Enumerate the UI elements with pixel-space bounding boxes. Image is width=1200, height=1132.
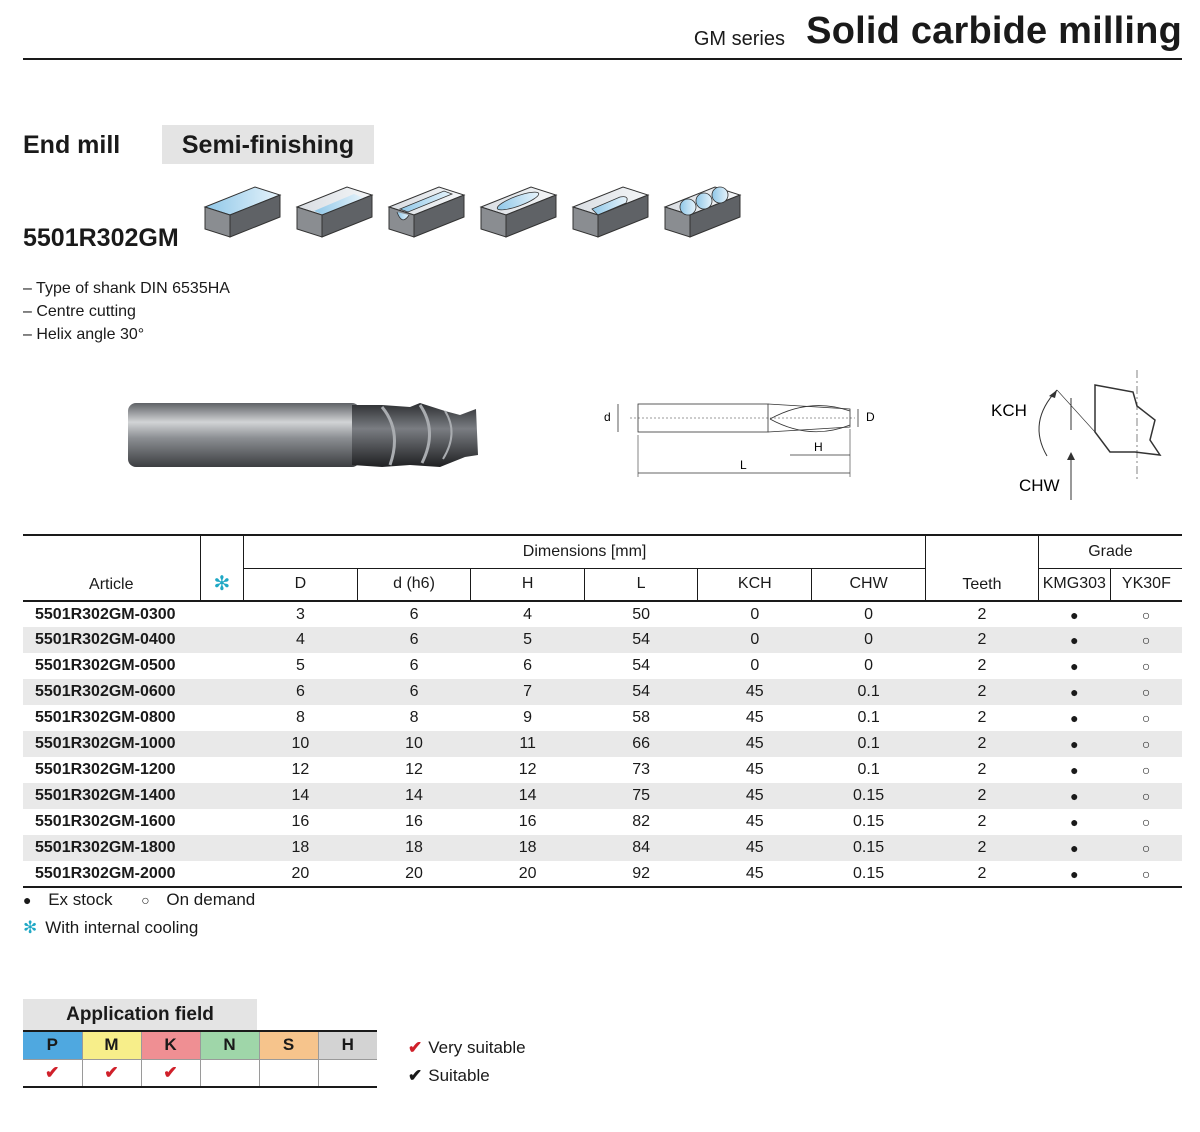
cell-CHW: 0.1 bbox=[812, 731, 926, 757]
cell-g1: ● bbox=[1070, 606, 1079, 623]
cell-g2: ○ bbox=[1141, 658, 1151, 674]
cell-CHW: 0.1 bbox=[857, 709, 880, 726]
drawing-label-d: d bbox=[604, 410, 611, 424]
cell-g2: ○ bbox=[1110, 783, 1182, 809]
header-CHW: CHW bbox=[812, 568, 926, 601]
ex-stock-symbol: ● bbox=[23, 892, 32, 908]
cell-cooling bbox=[200, 809, 244, 835]
cell-cooling bbox=[200, 705, 244, 731]
suitability-legend bbox=[408, 1034, 526, 1090]
on-demand-symbol: ○ bbox=[141, 892, 150, 908]
cell-article: 5501R302GM-0600 bbox=[23, 679, 200, 705]
cell-teeth: 2 bbox=[977, 709, 987, 726]
cell-D: 5 bbox=[295, 657, 305, 674]
cell-H: 18 bbox=[471, 835, 585, 861]
suitability-mark-n bbox=[200, 1059, 259, 1087]
cell-teeth: 2 bbox=[926, 783, 1039, 809]
cell-teeth: 2 bbox=[977, 761, 987, 778]
cell-H: 14 bbox=[471, 783, 585, 809]
table-row bbox=[23, 601, 1182, 627]
cell-teeth: 2 bbox=[926, 679, 1039, 705]
cell-L: 82 bbox=[632, 813, 651, 830]
drawing-label-H: H bbox=[814, 440, 823, 454]
header-teeth: Teeth bbox=[926, 535, 1039, 601]
suitability-mark-k: ✔ bbox=[141, 1059, 200, 1087]
dimension-drawing bbox=[600, 385, 900, 480]
cell-d: 6 bbox=[409, 605, 419, 623]
header-D: D bbox=[244, 568, 358, 601]
cell-D: 6 bbox=[244, 679, 358, 705]
table-row bbox=[23, 653, 1182, 679]
cell-H: 11 bbox=[471, 731, 585, 757]
cell-g2: ○ bbox=[1141, 606, 1151, 623]
cell-cooling bbox=[200, 679, 244, 705]
chamfer-drawing bbox=[985, 370, 1180, 510]
cell-KCH: 0 bbox=[750, 605, 760, 623]
cell-D: 16 bbox=[291, 813, 310, 830]
cell-KCH: 45 bbox=[698, 679, 812, 705]
cell-KCH: 45 bbox=[745, 709, 764, 726]
application-field-title: Application field bbox=[23, 999, 257, 1030]
cell-L: 75 bbox=[584, 783, 698, 809]
cell-KCH: 45 bbox=[745, 813, 764, 830]
cell-CHW: 0.15 bbox=[812, 835, 926, 861]
cell-d: 12 bbox=[405, 761, 423, 778]
cell-D: 8 bbox=[295, 709, 305, 726]
cell-KCH: 0 bbox=[750, 657, 760, 674]
material-group-p: P bbox=[23, 1031, 82, 1059]
cell-H: 7 bbox=[471, 679, 585, 705]
material-group-m: M bbox=[82, 1031, 141, 1059]
table-row bbox=[23, 783, 1182, 809]
cell-cooling bbox=[200, 757, 244, 783]
cell-g2: ○ bbox=[1141, 865, 1151, 882]
cell-teeth: 2 bbox=[977, 864, 987, 882]
cooling-legend bbox=[23, 918, 198, 938]
cell-g1: ● bbox=[1070, 814, 1079, 830]
cell-g1: ● bbox=[1038, 627, 1110, 653]
cell-article: 5501R302GM-0400 bbox=[23, 627, 200, 653]
cell-g1: ● bbox=[1070, 762, 1079, 778]
cell-g2: ○ bbox=[1141, 762, 1151, 778]
cell-L: 54 bbox=[584, 679, 698, 705]
cell-H: 9 bbox=[523, 709, 533, 726]
feature-item: – Helix angle 30° bbox=[23, 326, 145, 343]
ex-stock-text: Ex stock bbox=[48, 890, 113, 909]
cell-CHW: 0.1 bbox=[812, 679, 926, 705]
cell-CHW: 0.15 bbox=[812, 783, 926, 809]
cell-D: 20 bbox=[291, 864, 310, 882]
cell-teeth: 2 bbox=[977, 657, 987, 674]
suitability-mark-s bbox=[259, 1059, 318, 1087]
table-row bbox=[23, 731, 1182, 757]
cell-D: 4 bbox=[244, 627, 358, 653]
cell-KCH: 0 bbox=[698, 627, 812, 653]
cooling-legend-icon: ✻ bbox=[23, 918, 38, 937]
cell-L: 54 bbox=[584, 627, 698, 653]
cooling-icon: ✻ bbox=[200, 535, 244, 601]
cell-cooling bbox=[200, 783, 244, 809]
product-code: 5501R302GM bbox=[23, 224, 179, 252]
cell-CHW: 0.15 bbox=[853, 813, 885, 830]
cell-d: 14 bbox=[357, 783, 471, 809]
cell-L: 54 bbox=[632, 657, 651, 674]
cell-CHW: 0 bbox=[812, 627, 926, 653]
cell-cooling bbox=[200, 601, 244, 627]
page-title: Solid carbide milling bbox=[806, 10, 1182, 52]
cell-KCH: 45 bbox=[745, 864, 764, 882]
cell-H: 12 bbox=[518, 761, 537, 778]
page-header bbox=[23, 0, 1182, 60]
cell-cooling bbox=[200, 835, 244, 861]
cell-d: 6 bbox=[409, 657, 419, 674]
plunge-milling-icon bbox=[665, 187, 740, 237]
cell-d: 20 bbox=[405, 864, 423, 882]
header-dimensions: Dimensions [mm] bbox=[244, 535, 926, 568]
cell-d: 8 bbox=[409, 709, 419, 726]
cell-CHW: 0.15 bbox=[853, 864, 885, 882]
header-KCH: KCH bbox=[698, 568, 812, 601]
cell-article: 5501R302GM-0300 bbox=[35, 605, 176, 623]
feature-item: – Centre cutting bbox=[23, 303, 136, 320]
spec-table bbox=[23, 534, 1182, 888]
table-row bbox=[23, 705, 1182, 731]
cell-CHW: 0 bbox=[864, 657, 874, 674]
cell-d: 10 bbox=[357, 731, 471, 757]
cell-article: 5501R302GM-0500 bbox=[35, 657, 176, 674]
cell-D: 10 bbox=[244, 731, 358, 757]
cell-article: 5501R302GM-1000 bbox=[23, 731, 200, 757]
tool-type-heading: End mill bbox=[23, 131, 121, 159]
suitability-mark-m: ✔ bbox=[82, 1059, 141, 1087]
very-suitable-legend bbox=[408, 1034, 526, 1062]
slot-milling-icon bbox=[389, 187, 464, 237]
header-H: H bbox=[471, 568, 585, 601]
cell-KCH: 45 bbox=[698, 783, 812, 809]
cell-cooling bbox=[200, 653, 244, 679]
cell-g1: ● bbox=[1038, 679, 1110, 705]
material-group-h: H bbox=[318, 1031, 377, 1059]
cell-L: 92 bbox=[632, 864, 651, 882]
feature-list bbox=[23, 277, 230, 346]
cell-D: 18 bbox=[244, 835, 358, 861]
cell-L: 73 bbox=[632, 761, 651, 778]
cell-H: 16 bbox=[518, 813, 537, 830]
cell-d: 16 bbox=[405, 813, 423, 830]
suitable-check-icon: ✔ bbox=[408, 1066, 423, 1085]
cell-g2: ○ bbox=[1110, 627, 1182, 653]
on-demand-text: On demand bbox=[166, 890, 256, 909]
header-d: d (h6) bbox=[357, 568, 471, 601]
cell-L: 58 bbox=[632, 709, 651, 726]
series-label: GM series bbox=[693, 28, 785, 50]
very-suitable-check-icon: ✔ bbox=[408, 1038, 423, 1057]
cell-g1: ● bbox=[1070, 865, 1079, 882]
cell-g1: ● bbox=[1038, 731, 1110, 757]
suitability-mark-p: ✔ bbox=[23, 1059, 82, 1087]
cell-article: 5501R302GM-1800 bbox=[23, 835, 200, 861]
suitable-text: Suitable bbox=[428, 1066, 490, 1085]
finish-badge: Semi-finishing bbox=[162, 125, 374, 164]
pocket-milling-icon bbox=[481, 187, 556, 237]
drawing-label-D: D bbox=[866, 410, 875, 424]
cell-g2: ○ bbox=[1110, 679, 1182, 705]
table-row bbox=[23, 861, 1182, 887]
cell-D: 14 bbox=[244, 783, 358, 809]
face-milling-icon bbox=[205, 187, 280, 237]
cell-d: 6 bbox=[357, 679, 471, 705]
cell-KCH: 45 bbox=[698, 835, 812, 861]
suitable-legend bbox=[408, 1062, 526, 1090]
cell-KCH: 45 bbox=[698, 731, 812, 757]
cell-d: 6 bbox=[357, 627, 471, 653]
header-grade-kmg303: KMG303 bbox=[1038, 568, 1110, 601]
chamfer-label-chw: CHW bbox=[1019, 476, 1060, 495]
cell-g2: ○ bbox=[1110, 731, 1182, 757]
material-group-s: S bbox=[259, 1031, 318, 1059]
cell-teeth: 2 bbox=[977, 813, 987, 830]
cell-g2: ○ bbox=[1141, 710, 1151, 726]
very-suitable-text: Very suitable bbox=[428, 1038, 526, 1057]
material-group-k: K bbox=[141, 1031, 200, 1059]
cell-L: 84 bbox=[584, 835, 698, 861]
cell-article: 5501R302GM-0800 bbox=[35, 709, 176, 726]
cell-g1: ● bbox=[1070, 710, 1079, 726]
cell-g1: ● bbox=[1038, 783, 1110, 809]
cell-KCH: 45 bbox=[745, 761, 764, 778]
header-grade-yk30f: YK30F bbox=[1110, 568, 1182, 601]
cell-teeth: 2 bbox=[926, 627, 1039, 653]
suitability-mark-h bbox=[318, 1059, 377, 1087]
operation-icons bbox=[200, 185, 750, 245]
cell-teeth: 2 bbox=[926, 835, 1039, 861]
cell-CHW: 0.1 bbox=[857, 761, 880, 778]
on-demand-legend bbox=[141, 890, 267, 909]
cell-g1: ● bbox=[1038, 835, 1110, 861]
header-L: L bbox=[584, 568, 698, 601]
ex-stock-legend bbox=[23, 890, 124, 909]
cell-L: 66 bbox=[584, 731, 698, 757]
cell-article: 5501R302GM-1600 bbox=[35, 813, 176, 830]
table-row bbox=[23, 627, 1182, 653]
cell-D: 3 bbox=[295, 605, 305, 623]
cooling-legend-text: With internal cooling bbox=[45, 918, 199, 937]
cell-H: 6 bbox=[523, 657, 533, 674]
cell-D: 12 bbox=[291, 761, 310, 778]
stock-legend bbox=[23, 890, 279, 910]
cell-H: 20 bbox=[518, 864, 537, 882]
application-field-table bbox=[23, 1030, 377, 1088]
cell-cooling bbox=[200, 861, 244, 887]
cell-article: 5501R302GM-1200 bbox=[35, 761, 176, 778]
table-row bbox=[23, 809, 1182, 835]
cell-article: 5501R302GM-2000 bbox=[35, 864, 176, 882]
cell-H: 4 bbox=[523, 605, 533, 623]
cell-g1: ● bbox=[1070, 658, 1079, 674]
cell-cooling bbox=[200, 731, 244, 757]
drawing-label-L: L bbox=[740, 458, 747, 472]
header-grade: Grade bbox=[1088, 542, 1133, 560]
table-row bbox=[23, 835, 1182, 861]
feature-item: – Type of shank DIN 6535HA bbox=[23, 280, 230, 297]
cell-teeth: 2 bbox=[977, 605, 987, 623]
cell-L: 50 bbox=[632, 605, 651, 623]
table-row bbox=[23, 757, 1182, 783]
cell-g2: ○ bbox=[1110, 835, 1182, 861]
shoulder-milling-icon bbox=[297, 187, 372, 237]
cell-cooling bbox=[200, 627, 244, 653]
cell-g2: ○ bbox=[1141, 814, 1151, 830]
cell-article: 5501R302GM-1400 bbox=[23, 783, 200, 809]
cell-CHW: 0 bbox=[864, 605, 874, 623]
header-article: Article bbox=[23, 535, 200, 601]
end-mill-photo bbox=[120, 395, 485, 475]
cell-teeth: 2 bbox=[926, 731, 1039, 757]
chamfer-label-kch: KCH bbox=[991, 401, 1027, 420]
table-row bbox=[23, 679, 1182, 705]
ramping-icon bbox=[573, 187, 648, 237]
cell-d: 18 bbox=[357, 835, 471, 861]
material-group-n: N bbox=[200, 1031, 259, 1059]
cell-H: 5 bbox=[471, 627, 585, 653]
